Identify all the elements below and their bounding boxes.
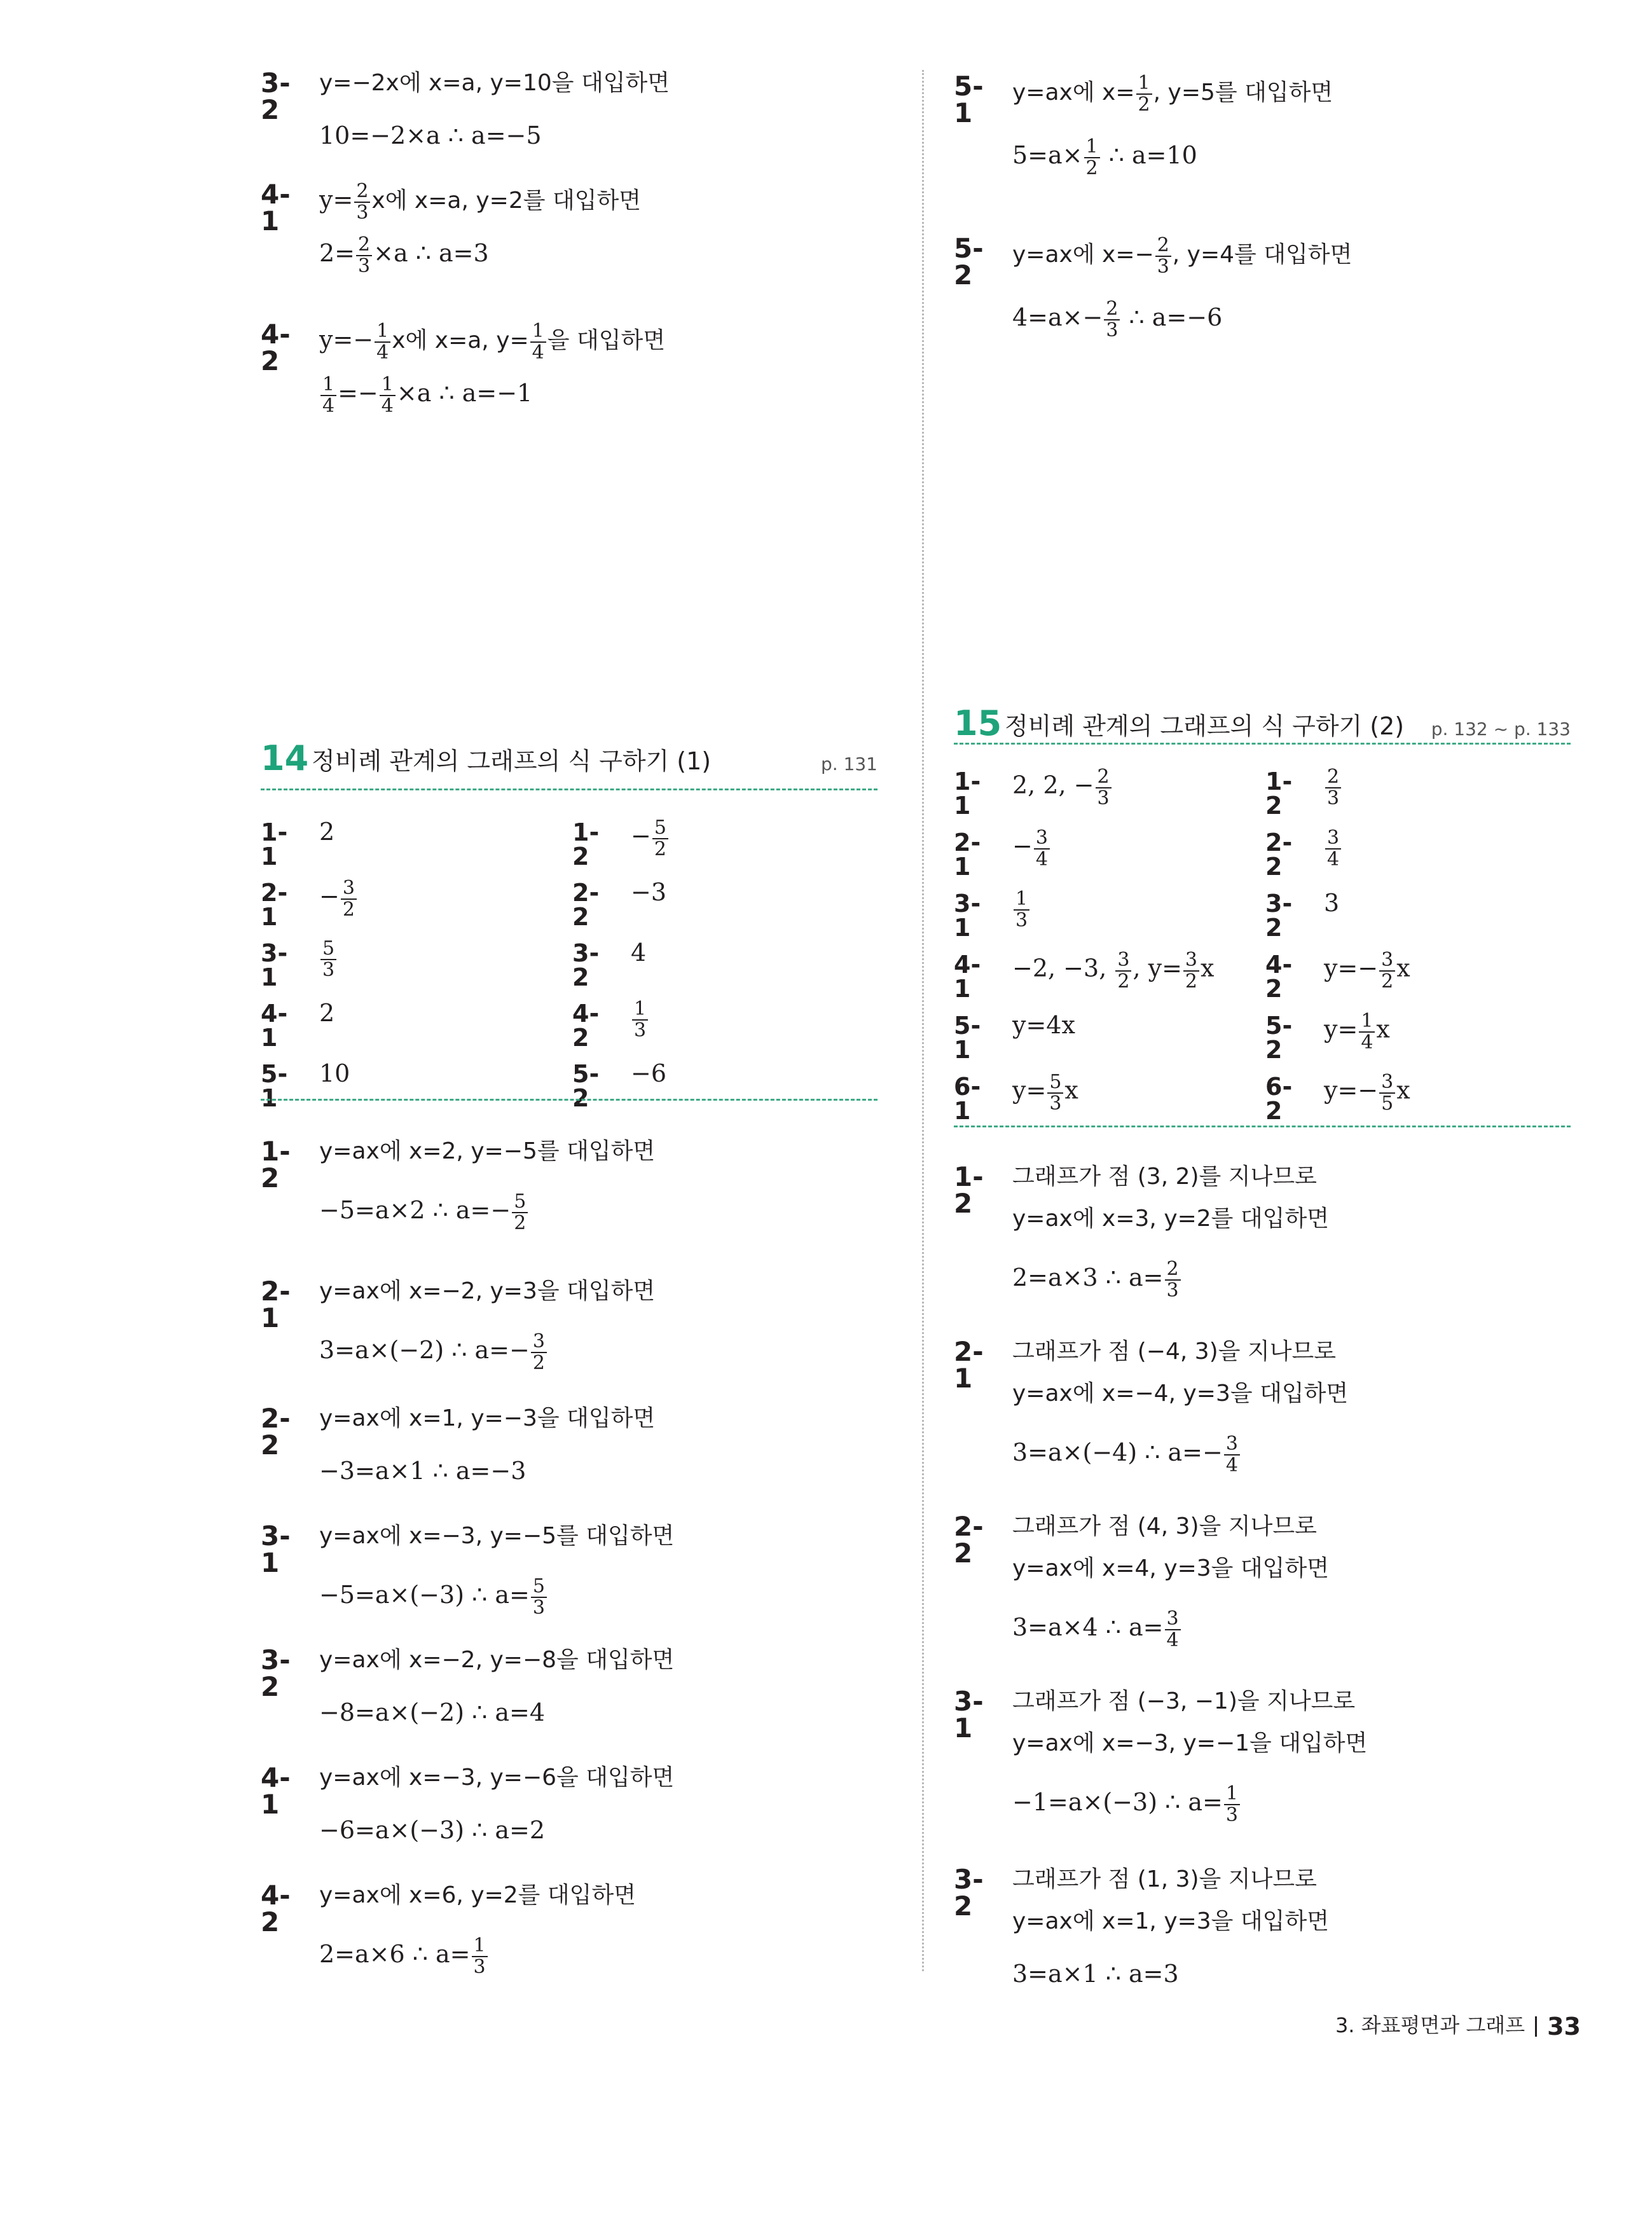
solution-line: y=ax에 x=− $\frac{2}{3}$ , y=4를 대입하면 [1012,234,1353,278]
answer-value: −3 [631,878,667,906]
solution-line: y=ax에 x=−4, y=3을 대입하면 [1012,1380,1349,1407]
fraction: $\frac{1}{3}$ [1014,889,1029,930]
answer-value: −2, −3, $\frac{3}{2}$ , y= $\frac{3}{2}$ x [1012,949,1215,993]
fraction: $\frac{3}{2}$ [341,878,357,919]
chapter-title: 3. 좌표평면과 그래프 [1335,2013,1525,2037]
fraction: $\frac{5}{3}$ [531,1576,547,1618]
fraction: $\frac{5}{3}$ [320,939,336,980]
answer-value [631,999,649,1040]
answer-value: −6 [631,1059,667,1087]
problem-number: 3-2 [1265,890,1293,942]
fraction: $\frac{5}{3}$ [1047,1072,1063,1113]
fraction: $\frac{1}{2}$ [1084,137,1100,178]
fraction: $\frac{5}{2}$ [512,1192,528,1233]
fraction: $\frac{2}{3}$ [354,181,370,223]
fraction: $\frac{1}{3}$ [632,999,648,1040]
solution-line: 3=a×(−4) ∴ a=− $\frac{3}{4}$ [1012,1434,1241,1475]
fraction: $\frac{3}{4}$ [1165,1609,1181,1650]
answer-value [1324,767,1342,808]
fraction: $\frac{3}{4}$ [1325,828,1341,869]
solution-line: −5=a×(−3) ∴ a= $\frac{5}{3}$ [319,1576,548,1618]
solution-line: y=ax에 x=2, y=−5를 대입하면 [319,1138,656,1164]
section-title: 정비례 관계의 그래프의 식 구하기 (1) [312,747,712,775]
problem-number: 1-2 [1265,767,1293,820]
answer-value [319,939,338,980]
problem-number: 4-2 [572,1000,600,1052]
fraction: $\frac{2}{3}$ [1165,1259,1181,1300]
fraction: $\frac{3}{2}$ [1183,950,1199,991]
answer-value: − $\frac{5}{2}$ [631,818,670,859]
answer-value: y=− $\frac{3}{2}$ x [1324,949,1410,993]
solution-line: 4=a×− $\frac{2}{3}$ ∴ a=−6 [1012,298,1223,341]
fraction: $\frac{1}{3}$ [472,1936,488,1977]
fraction: $\frac{1}{4}$ [380,375,396,416]
solution-line: y=−2x에 x=a, y=10을 대입하면 [319,70,670,96]
problem-number: 3-2 [954,1864,984,1922]
fraction: $\frac{3}{2}$ [1379,950,1395,991]
fraction: $\frac{1}{2}$ [1136,73,1152,114]
solution-line: 3=a×4 ∴ a= $\frac{3}{4}$ [1012,1609,1182,1650]
answer-value: y=− $\frac{3}{5}$ x [1324,1071,1410,1115]
problem-number: 2-2 [261,1403,291,1461]
problem-number: 1-2 [954,1161,984,1219]
fraction: $\frac{2}{3}$ [1155,235,1171,277]
answer-value: 3 [1324,889,1340,917]
solution-line: 3=a×(−2) ∴ a=− $\frac{3}{2}$ [319,1332,548,1373]
page-number: 33 [1547,2013,1581,2041]
solution-line: 그래프가 점 (1, 3)을 지나므로 [1012,1866,1317,1892]
section-15-header [954,703,1571,747]
problem-number: 1-1 [954,767,981,820]
solution-line: 3=a×1 ∴ a=3 [1012,1960,1179,1988]
problem-number: 2-2 [954,1511,984,1569]
footer-separator [1535,2016,1537,2037]
section-number: 14 [261,738,309,778]
dashed-divider [261,788,878,790]
problem-number: 5-1 [261,1060,288,1112]
answer-value: y= $\frac{1}{4}$ x [1324,1010,1390,1054]
problem-number: 1-2 [572,818,600,871]
fraction: $\frac{1}{4}$ [320,375,336,416]
solution-line: y=ax에 x=−2, y=−8을 대입하면 [319,1647,675,1673]
fraction: $\frac{2}{3}$ [1104,299,1120,340]
section-14-header [261,738,878,782]
solution-line: 2=a×3 ∴ a= $\frac{2}{3}$ [1012,1259,1182,1300]
problem-number: 3-1 [954,890,981,942]
solution-line: y=ax에 x= $\frac{1}{2}$ , y=5를 대입하면 [1012,72,1333,116]
problem-number: 3-2 [572,939,600,991]
problem-number: 2-2 [1265,829,1293,881]
problem-number: 6-2 [1265,1073,1293,1125]
fraction: $\frac{2}{3}$ [356,235,372,276]
solution-line: 2=a×6 ∴ a= $\frac{1}{3}$ [319,1936,489,1977]
solution-line: −5=a×2 ∴ a=− $\frac{5}{2}$ [319,1192,529,1233]
solution-line: y=ax에 x=3, y=2를 대입하면 [1012,1206,1330,1232]
problem-number: 3-1 [954,1686,984,1744]
solution-line: −6=a×(−3) ∴ a=2 [319,1816,546,1844]
section-title: 정비례 관계의 그래프의 식 구하기 (2) [1005,712,1405,740]
fraction: $\frac{3}{4}$ [1224,1434,1240,1475]
fraction: $\frac{3}{4}$ [1034,828,1050,869]
problem-number: 3-2 [261,67,291,125]
problem-number: 2-2 [572,879,600,931]
solution-line: −3=a×1 ∴ a=−3 [319,1457,527,1485]
fraction: $\frac{1}{3}$ [1224,1784,1240,1825]
dashed-divider [261,1099,878,1101]
solution-line: y=ax에 x=−3, y=−1을 대입하면 [1012,1730,1368,1756]
column-divider [922,70,924,1971]
problem-number: 2-1 [261,1276,291,1333]
problem-number: 2-1 [954,1336,984,1394]
fraction: $\frac{5}{2}$ [652,818,668,859]
fraction: $\frac{3}{2}$ [531,1332,547,1373]
problem-number: 4-2 [261,1880,291,1937]
answer-value: y=4x [1012,1011,1075,1039]
answer-value [1324,828,1342,869]
answer-value [1012,889,1031,930]
solution-line: y=ax에 x=−3, y=−6을 대입하면 [319,1765,675,1791]
problem-number: 4-2 [1265,951,1293,1003]
problem-number: 2-1 [954,829,981,881]
solution-line: y=ax에 x=4, y=3을 대입하면 [1012,1555,1330,1581]
solution-line: 그래프가 점 (3, 2)를 지나므로 [1012,1164,1317,1190]
problem-number: 5-2 [1265,1012,1293,1064]
section-page-ref: p. 132 ~ p. 133 [1431,719,1571,740]
solution-line: 그래프가 점 (−3, −1)을 지나므로 [1012,1688,1356,1714]
problem-number: 3-1 [261,1520,291,1578]
problem-number: 6-1 [954,1073,981,1125]
solution-line: y=ax에 x=−2, y=3을 대입하면 [319,1278,656,1304]
problem-number: 3-2 [261,1644,291,1702]
problem-number: 1-2 [261,1136,291,1194]
answer-value: y= $\frac{5}{3}$ x [1012,1071,1078,1115]
fraction: $\frac{2}{3}$ [1325,767,1341,808]
answer-value: 2, 2, − $\frac{2}{3}$ [1012,767,1113,808]
solution-line: y=ax에 x=1, y=3을 대입하면 [1012,1908,1330,1934]
answer-value: 4 [631,939,647,967]
problem-number: 1-1 [261,818,288,871]
solution-line: −8=a×(−2) ∴ a=4 [319,1698,546,1726]
solution-line: 10=−2×a ∴ a=−5 [319,121,542,149]
solution-line: 2= $\frac{2}{3}$ ×a ∴ a=3 [319,233,489,277]
answer-value: 2 [319,999,335,1027]
solution-line: $\frac{1}{4}$ =− $\frac{1}{4}$ ×a ∴ a=−1 [319,375,532,416]
section-number: 15 [954,703,1002,743]
fraction: $\frac{2}{3}$ [1096,767,1112,808]
answer-value: 10 [319,1059,350,1087]
problem-number: 5-1 [954,71,984,128]
answer-value: − $\frac{3}{2}$ [319,878,358,919]
answer-value: 2 [319,818,335,846]
problem-number: 4-1 [261,179,291,237]
fraction: $\frac{1}{4}$ [530,321,546,362]
solution-line: y= $\frac{2}{3}$ x에 x=a, y=2를 대입하면 [319,180,642,224]
solution-line: 5=a× $\frac{1}{2}$ ∴ a=10 [1012,135,1197,179]
solution-line: y=ax에 x=−3, y=−5를 대입하면 [319,1523,675,1549]
solution-line: −1=a×(−3) ∴ a= $\frac{1}{3}$ [1012,1784,1241,1825]
dashed-divider [954,1125,1571,1127]
problem-number: 4-1 [261,1000,288,1052]
page-footer [1335,2009,1581,2041]
problem-number: 5-2 [954,233,984,291]
problem-number: 2-1 [261,879,288,931]
solution-line: 그래프가 점 (−4, 3)을 지나므로 [1012,1339,1337,1365]
fraction: $\frac{1}{4}$ [375,321,390,362]
solution-line: y=ax에 x=1, y=−3을 대입하면 [319,1405,656,1431]
problem-number: 4-1 [261,1762,291,1820]
fraction: $\frac{3}{5}$ [1379,1072,1395,1113]
problem-number: 5-1 [954,1012,981,1064]
fraction: $\frac{3}{2}$ [1115,950,1131,991]
problem-number: 3-1 [261,939,288,991]
problem-number: 4-1 [954,951,981,1003]
section-page-ref: p. 131 [820,754,878,774]
solution-line: 그래프가 점 (4, 3)을 지나므로 [1012,1513,1317,1539]
solution-line: y=− $\frac{1}{4}$ x에 x=a, y= $\frac{1}{4}$ 을 대입하면 [319,320,666,364]
answer-value: − $\frac{3}{4}$ [1012,828,1051,869]
solution-line: y=ax에 x=6, y=2를 대입하면 [319,1882,637,1908]
fraction: $\frac{1}{4}$ [1359,1011,1375,1052]
dashed-divider [954,743,1571,745]
problem-number: 5-2 [572,1060,600,1112]
problem-number: 4-2 [261,319,291,376]
